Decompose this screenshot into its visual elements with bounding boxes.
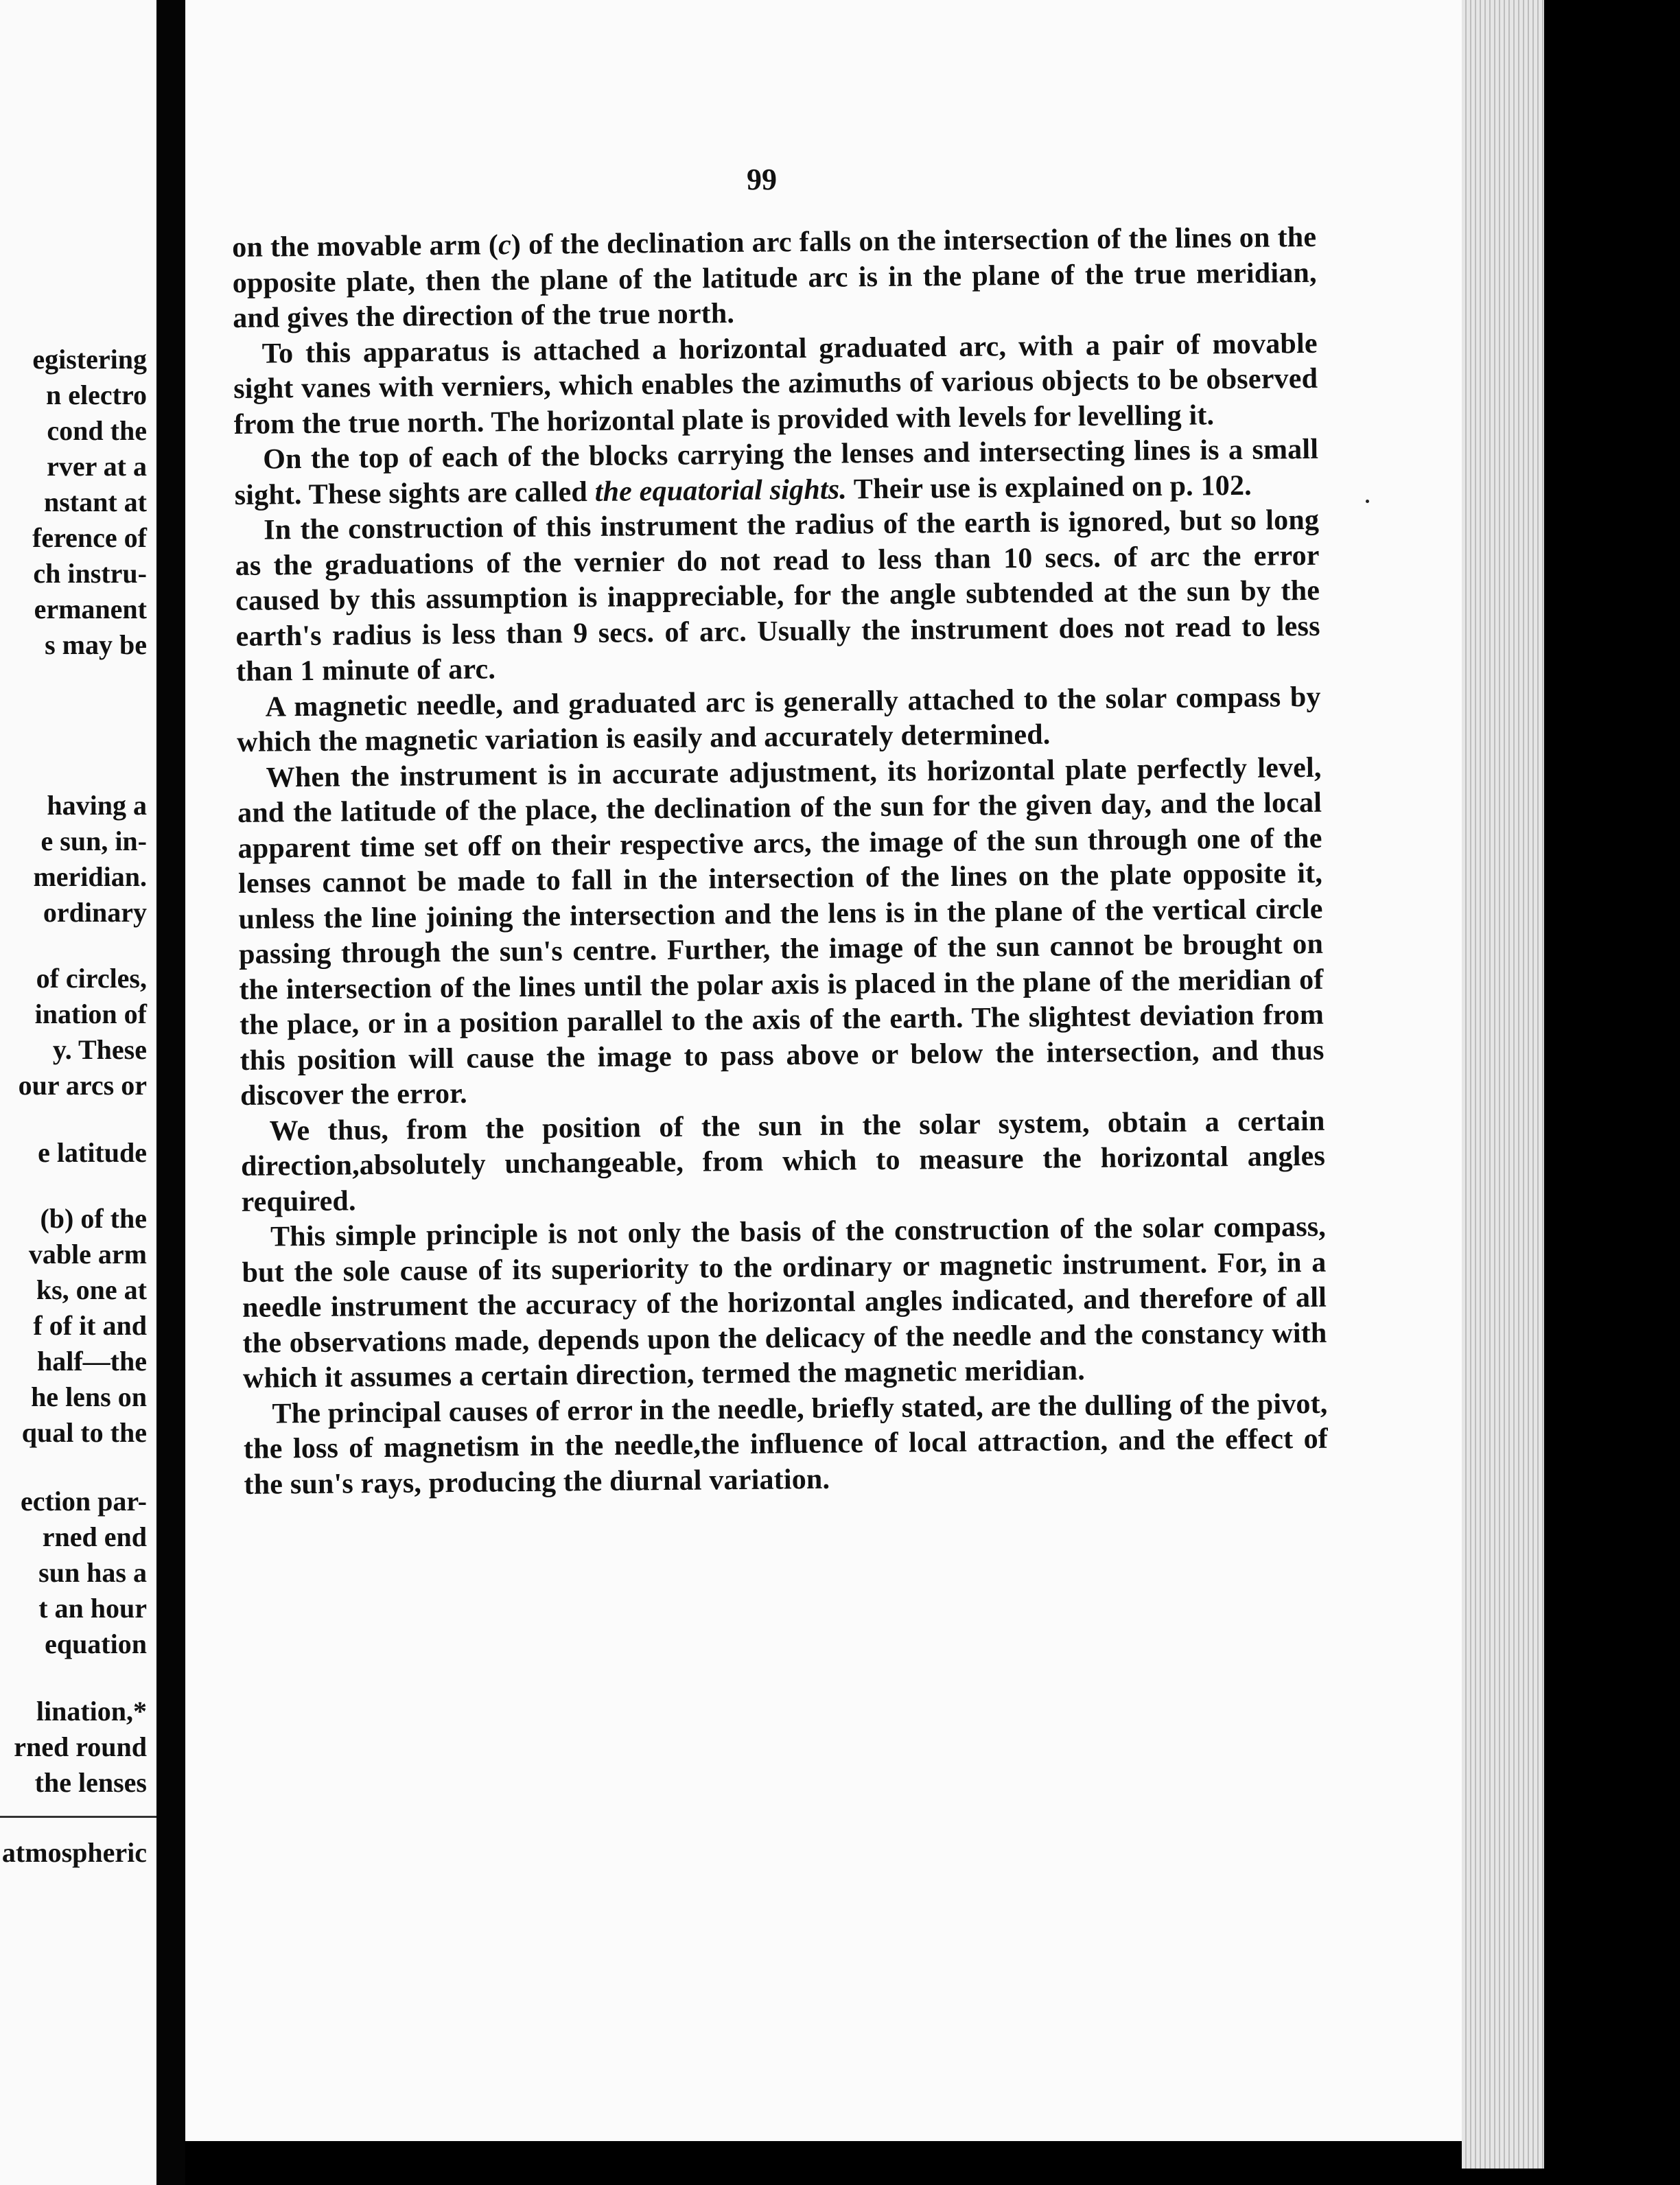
page-number: 99 (747, 163, 777, 196)
facing-page-line: ermanent (34, 594, 147, 624)
facing-page-line: equation (45, 1628, 147, 1659)
paragraph (234, 432, 1319, 513)
facing-page-line: egistering (32, 344, 147, 375)
facing-page-line: ination of (34, 998, 147, 1029)
text-run: A magnetic needle, and graduated arc is generally attached to the solar compass by which the magnetic variation is easily and accurately determined. (236, 681, 1321, 758)
facing-page-line: our arcs or (18, 1070, 147, 1101)
book-page (185, 0, 1464, 2141)
text-run: In the construction of this instrument the radius of the earth is ignored, but so long as the graduations of the vernier do not read to less than 10 secs. of arc the error caused by this assumption is inappreciable, for the angle subtended at the sun by the earth's radius is less than 9 secs. of arc. Usually the instrument does not read to less than 1 minute of arc. (235, 504, 1320, 688)
footnote-rule (0, 1816, 159, 1818)
facing-page-line: rned end (42, 1521, 147, 1552)
facing-page-line: meridian. (33, 861, 147, 892)
facing-page-line: rver at a (47, 451, 147, 482)
facing-page-line: e latitude (38, 1137, 147, 1168)
text-run: on the movable arm ( (232, 229, 499, 264)
paragraph (243, 1386, 1328, 1503)
facing-page-line: cond the (47, 415, 147, 446)
text-run: Their use is explained on p. 102. (846, 469, 1252, 505)
facing-page-line: having a (47, 790, 147, 821)
text-run: This simple principle is not only the basis of the construction of the solar compass, but the sole cause of its superiority to the ordinary or magnetic instrument. For, in a needle instrument the accuracy of the horizontal angles indicated, and therefore of all the observations made, depends upon the delicacy of the needle and the constancy with which it assumes a certain direction, termed the magnetic meridian. (242, 1211, 1327, 1394)
facing-page-line: ference of (32, 522, 147, 553)
facing-page-line: ordinary (43, 897, 147, 928)
facing-page-line: rned round (14, 1731, 147, 1762)
text-run: To this apparatus is attached a horizontal graduated arc, with a pair of movable sight vanes with verniers, which enables the azimuths of various objects to be observed from the true north. The horizontal plate is provided with levels for levelling it. (233, 327, 1318, 441)
page-edges (1462, 0, 1544, 2169)
text-run: On the top of each of the blocks carrying the lenses and intersecting lines is a small sight. These sights are called (234, 433, 1319, 511)
facing-page-line: lination,* (36, 1696, 147, 1727)
print-speck (1366, 500, 1369, 503)
facing-page-left (0, 0, 159, 2185)
background (1544, 0, 1680, 2185)
paragraph (233, 326, 1318, 443)
facing-page-line: ks, one at (36, 1274, 147, 1305)
facing-page-text (0, 0, 147, 2185)
facing-page-line: qual to the (21, 1417, 147, 1448)
italic-text: the equatorial sights. (594, 473, 848, 508)
facing-page-line: sun has a (38, 1557, 147, 1588)
text-run: We thus, from the position of the sun in the solar system, obtain a certain direction,absolutely unchangeable, from which to measure the horizontal angles required. (240, 1105, 1326, 1218)
italic-text: c (498, 229, 512, 261)
page-body (232, 220, 1329, 1503)
facing-page-line: ch instru- (33, 558, 147, 589)
paragraph (237, 750, 1325, 1114)
facing-page-line: y. These (52, 1034, 147, 1065)
facing-page-line: vable arm (28, 1239, 147, 1270)
facing-page-line: s may be (45, 629, 147, 660)
facing-page-line: ection par- (20, 1486, 147, 1517)
text-run: The principal causes of error in the needle, briefly stated, are the dulling of the pivot, the loss of magnetism in the needle,the influence of local attraction, and the effect of the sun's rays, producing the diurnal variation. (243, 1388, 1329, 1501)
paragraph (236, 679, 1321, 760)
facing-page-line: t an hour (38, 1593, 147, 1624)
text-run: ) of the declination arc falls on the intersection of the lines on the opposite plate, then the plane of the latitude arc is in the plane of the true meridian, and gives the direction of the true north. (232, 221, 1317, 334)
text-run: When the instrument is in accurate adjustment, its horizontal plate perfectly level, and the latitude of the place, the declination of the sun for the given day, and the local apparent time set off on their respective arcs, the image of the sun through one of the lenses cannot be made to fall in the intersection of the lines on the plate opposite it, unless the line joining the intersection and the lens is in the plane of the vertical circle passing through the sun's centre. Further, the image of the sun cannot be brought on the intersection of the lines until the polar axis is placed in the plane of the meridian of the place, or in a position parallel to the axis of the earth. The slightest deviation from this position will cause the image to pass above or below the intersection, and thus discover the error. (237, 751, 1325, 1112)
paragraph (242, 1210, 1327, 1397)
facing-page-line: (b) of the (40, 1203, 147, 1234)
facing-page-line: half—the (37, 1346, 147, 1377)
facing-page-line: of circles, (36, 963, 147, 994)
facing-page-line: n electro (46, 379, 147, 410)
facing-page-line: atmospheric (1, 1837, 147, 1868)
facing-page-line: the lenses (34, 1767, 147, 1798)
facing-page-line: f of it and (33, 1310, 147, 1341)
paragraph (235, 503, 1320, 690)
paragraph (232, 220, 1317, 337)
paragraph (240, 1103, 1325, 1220)
facing-page-line: he lens on (31, 1381, 147, 1412)
facing-page-line: nstant at (43, 487, 147, 517)
facing-page-line: e sun, in- (40, 826, 147, 856)
book-gutter (156, 0, 185, 2185)
